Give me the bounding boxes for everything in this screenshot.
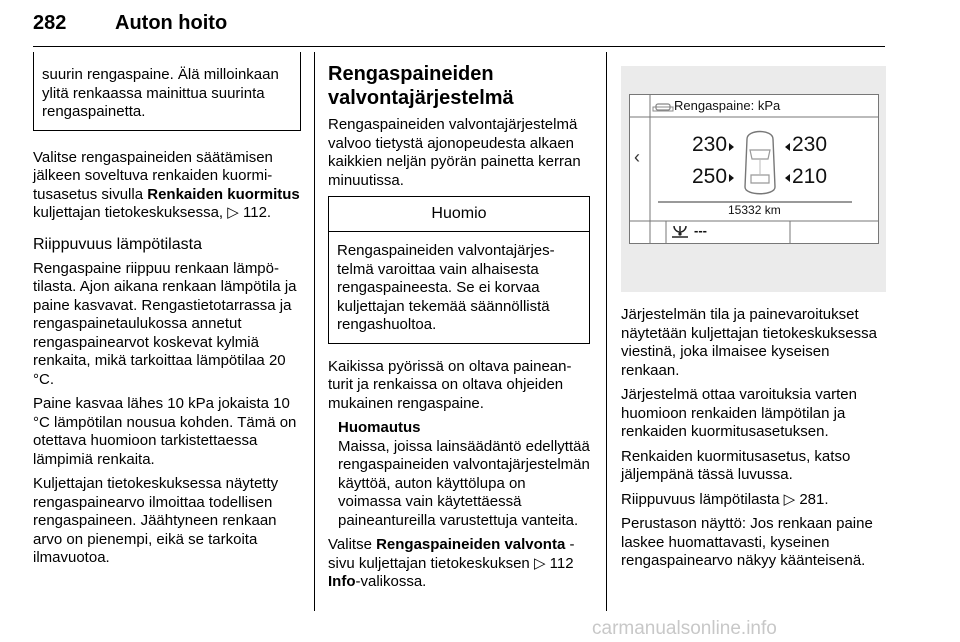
paragraph: Renkaiden kuormitusasetus, katso jäljempänä tässä luvussa.: [621, 447, 851, 483]
caution-title: Huomio: [329, 197, 589, 232]
continued-warning-box: suurin rengaspaine. Älä milloinkaan ylitä renkaassa mainittua suurinta rengaspainetta.: [33, 52, 301, 131]
paragraph: Kuljettajan tietokeskuksessa näytetty rengaspainearvo ilmoittaa todellisen rengaspaineen. Jäähtyneen renkaan arvo on pienempi, eikä se tarkoita ilmavuotoa.: [33, 475, 279, 566]
remark-block: [328, 419, 590, 530]
text: -valikossa.: [355, 573, 427, 590]
paragraph: Perustason näyttö: Jos renkaan paine laskee huomattavasti, kyseinen rengaspainearvo näkyy käänteisenä.: [621, 515, 873, 569]
pressure-rear-right: 210: [792, 165, 828, 188]
column-divider-1: [314, 52, 315, 611]
tpms-display-figure: [621, 66, 886, 292]
remark-title: Huomautus: [338, 419, 421, 436]
vehicle-icon: [653, 104, 673, 111]
column-divider-2: [606, 52, 607, 611]
page-number: 282: [33, 12, 67, 34]
screen-graphics: [630, 95, 878, 243]
pressure-front-left: 230: [692, 133, 728, 156]
status-text: ---: [694, 223, 707, 238]
caution-box: [328, 196, 590, 344]
section-title: Auton hoito: [115, 12, 228, 34]
text: Valitse rengaspaineiden säätämisen jälkeen soveltuva renkaiden kuormitusasetus sivulla: [33, 148, 273, 203]
column-2: [328, 50, 590, 598]
column-3: [621, 66, 886, 577]
reference-arrow-icon: ▷: [783, 490, 796, 508]
odometer-readout: 15332 km: [728, 203, 781, 217]
column-1: [33, 52, 301, 574]
text: Riippuvuus lämpötilasta: [621, 490, 784, 508]
page-reference[interactable]: 112.: [243, 204, 272, 221]
paragraph: Paine kasvaa lähes 10 kPa jokaista 10 °C lämpötilan nousua kohden. Tämä on otettava huomioon tarkistettaessa lämpimiä renkaita.: [33, 395, 297, 468]
pressure-front-right: 230: [792, 133, 828, 156]
tpms-screen: [629, 94, 879, 244]
screen-title: Rengaspaine: kPa: [674, 98, 781, 113]
page-header: [33, 0, 885, 47]
paragraph: Järjestelmän tila ja painevaroitukset näytetään kuljettajan tietokeskuksessa viestinä, joka ilmaisee kyseisen renkaan.: [621, 306, 877, 379]
text: -sivu kuljettajan tietokeskuksen: [328, 536, 575, 572]
paragraph: Rengaspaine riippuu renkaan lämpötilasta. Ajon aikana renkaan lämpötila ja paine kasvavat. Rengastietotarrassa ja rengaspainetaulukossa annetut rengaspainearvot koskevat kylmiä renkaita, mikä tarkoittaa lämpötilaa 20 °C.: [33, 259, 297, 388]
reference-arrow-icon: ▷: [227, 204, 239, 221]
tpms-warning-icon: [672, 226, 688, 237]
caution-body: Rengaspaineiden valvontajärjestelmä varoittaa vain alhaisesta rengaspaineesta. Se ei korvaa kuljettajan tekemää säännöllistä rengashuoltoa.: [337, 242, 555, 333]
text: Valitse: [328, 536, 377, 553]
paragraph-select: [328, 536, 590, 592]
paragraph: Järjestelmä ottaa varoituksia varten huomioon renkaiden lämpötilan ja renkaiden kuormitusasetuksen.: [621, 386, 857, 440]
remark-body: Maissa, joissa lainsäädäntö edellyttää rengaspaineiden valvontajärjestelmän käyttöä, auton käyttölupa on voimassa vain käytettäessä paineantureilla varustettuja vanteita.: [338, 437, 590, 529]
paragraph: Rengaspaineiden valvontajärjestelmä valvoo tietystä ajonopeudesta alkaen kaikkien neljän pyörän painetta kerran minuutissa.: [328, 116, 581, 189]
bold-term: Info: [328, 573, 356, 590]
watermark: carmanualsonline.info: [592, 618, 777, 639]
reference-arrow-icon: ▷: [533, 554, 546, 572]
chevron-left-icon[interactable]: ‹: [634, 147, 640, 167]
car-top-view-icon: [745, 132, 775, 194]
text: kuljettajan tietokeskuksessa,: [33, 204, 228, 221]
page-reference[interactable]: 281.: [799, 490, 829, 508]
section-heading-tpms: Rengaspaineiden valvontajärjestelmä: [328, 63, 514, 109]
paragraph: Kaikissa pyörissä on oltava paineanturit ja renkaissa on oltava ohjeiden mukainen rengaspaine.: [328, 357, 572, 412]
bold-term: Renkaiden kuormitus: [147, 185, 300, 203]
page-reference[interactable]: 112: [549, 554, 574, 572]
paragraph-temperature-ref: [621, 491, 886, 510]
pressure-rear-left: 250: [692, 165, 728, 188]
subheading-temperature: Riippuvuus lämpötilasta: [33, 235, 202, 253]
bold-term: Rengaspaineiden valvonta: [376, 536, 566, 553]
paragraph-load-setting: [33, 149, 301, 223]
